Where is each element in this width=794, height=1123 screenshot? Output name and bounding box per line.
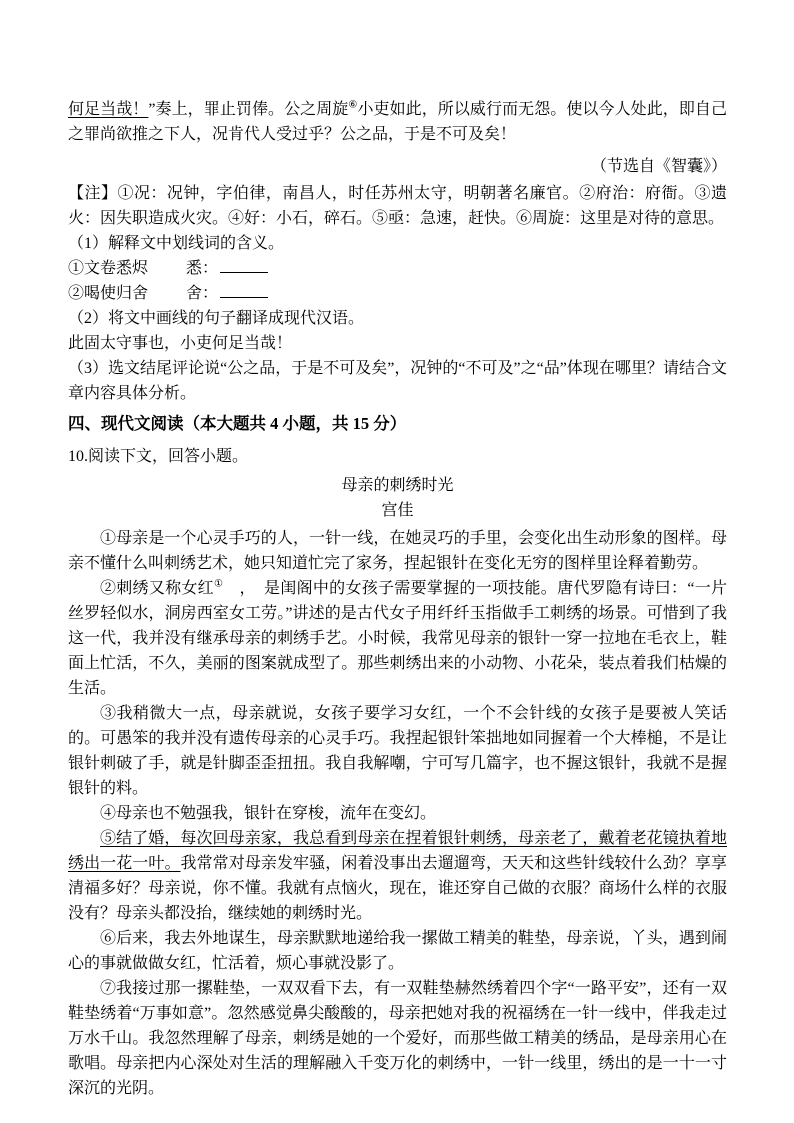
question-3-label: （3）选文结尾评论说“公之品，于是不可及矣”，况钟的“不可及”之“品”体现在哪里？请结合文章内容具体分析。	[68, 360, 727, 402]
essay-paragraph-6: ⑥后来，我去外地谋生，母亲默默地递给我一摞做工精美的鞋垫，母亲说，丫头，遇到闹心的事就做做女红，忙活着，烦心事就没影了。	[68, 930, 727, 972]
footnote-marker-1: ①	[213, 578, 224, 590]
essay-paragraph-2	[68, 576, 727, 701]
essay-paragraph-3: ③我稍微大一点，母亲就说，女孩子要学习女红，一个不会针线的女孩子是要被人笑话的。可愚笨的我并没有遗传母亲的心灵手巧。我捏起银针笨拙地如同握着一个大棒槌，不是让银针刺破了手，就是针脚歪歪扭扭。我自我解嘲，宁可写几篇字，也不握这银针，我就不是握银针的料。	[68, 705, 727, 797]
passage-continuation	[68, 97, 727, 147]
section-heading: 四、现代文阅读（本大题共 4 小题，共 15 分）	[68, 414, 407, 433]
source-attribution: （节选自《智囊》）	[590, 158, 727, 175]
essay-paragraph-5	[68, 826, 727, 926]
passage-text-rest: 小吏如此，所以威行而无怨。使以今人处此，即自己之罪尚欲推之下人，况肯代人受过乎？公之品，于是不可及矣！	[68, 101, 727, 143]
q1-item1-term: 悉：	[186, 260, 219, 277]
question-10-label: 10.阅读下文，回答小题。	[68, 448, 249, 465]
q1-item1-phrase: ①文卷悉烬	[68, 260, 149, 277]
essay-title: 母亲的刺绣时光	[341, 477, 454, 494]
question-1-label: （1）解释文中划线词的含义。	[68, 235, 285, 252]
p2-text: ②刺绣又称女红	[100, 580, 214, 597]
question-2-label: （2）将文中画线的句子翻译成现代汉语。	[68, 310, 365, 327]
underlined-phrase: 何足当哉！	[68, 101, 149, 118]
question-2-sentence: 此固太守事也，小吏何足当哉！	[68, 335, 293, 352]
essay-paragraph-1: ①母亲是一个心灵手巧的人，一针一线，在她灵巧的手里，会变化出生动形象的图样。母亲不懂什么叫刺绣艺术，她只知道忙完了家务，捏起银针在变化无穷的图样里诠释着勤劳。	[68, 530, 727, 572]
q1-item2-term: 舍：	[186, 285, 219, 302]
notes-paragraph: 【注】①况：况钟，字伯律，南昌人，时任苏州太守，明朝著名廉官。②府治：府衙。③遗火：因失职造成火灾。④好：小石，碎石。⑤亟：急速，赶快。⑥周旋：这里是对待的意思。	[68, 185, 727, 227]
p2-text-rest: ， 是闺阁中的女孩子需要掌握的一项技能。唐代罗隐有诗曰：“一片丝罗轻似水，洞房西室女工劳。”讲述的是古代女子用纤纤玉指做手工刺绣的场景。可惜到了我这一代，我并没有继承母亲的刺绣手艺。小时候，我常见母亲的银针一穿一拉地在毛衣上，鞋面上忙活，不久，美丽的图案就成型了。那些刺绣出来的小动物、小花朵，装点着我们枯燥的生活。	[68, 580, 727, 697]
essay-paragraph-7: ⑦我接过那一摞鞋垫，一双双看下去，有一双鞋垫赫然绣着四个字“一路平安”，还有一双鞋垫绣着“万事如意”。忽然感觉鼻尖酸酸的，母亲把她对我的祝福绣在一针一线中，伴我走过万水千山。我忽然理解了母亲，刺绣是她的一个爱好，而那些做工精美的绣品，是母亲用心在歌唱。母亲把内心深处对生活的理解融入千变万化的刺绣中，一针一线里，绣出的是一十一寸深沉的光阴。	[68, 980, 727, 1097]
underlined-sentence: ⑤结了婚，每次回母亲家，我总看到母亲在捏着银针刺绣，母亲老了，戴着老花镜执着地绣出一花一叶。	[68, 830, 727, 872]
q1-item2-phrase: ②喝使归舍	[68, 285, 149, 302]
question-1-item-2	[68, 281, 727, 306]
passage-text: ”奏上，罪止罚俸。公之周旋	[148, 101, 349, 118]
essay-paragraph-4: ④母亲也不勉强我，银针在穿梭，流年在变幻。	[100, 805, 437, 822]
question-1-item-1	[68, 256, 727, 281]
essay-author: 宫佳	[381, 502, 414, 519]
p5-text-rest: 我常常对母亲发牢骚，闲着没事出去遛遛弯，天天和这些针线较什么劲？享享清福多好？母亲说，你不懂。我就有点恼火，现在，谁还穿自己做的衣服？商场什么样的衣服没有？母亲头都没抬，继续她的刺绣时光。	[68, 855, 727, 922]
answer-blank	[220, 257, 268, 273]
footnote-marker-6: ⑥	[348, 99, 358, 111]
answer-blank	[220, 282, 268, 298]
